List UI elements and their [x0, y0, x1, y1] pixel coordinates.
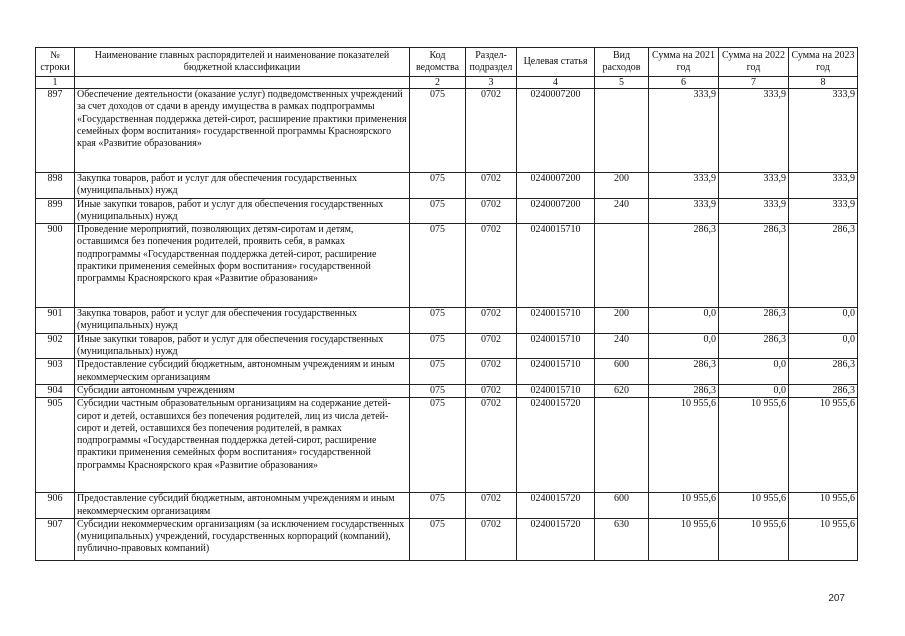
row-sum-2023: 286,3 — [789, 384, 858, 397]
row-number: 898 — [36, 173, 75, 199]
table-row — [36, 173, 858, 199]
row-sum-2023: 10 955,6 — [789, 518, 858, 560]
column-number: 6 — [649, 77, 719, 89]
row-dept-code: 075 — [410, 333, 466, 359]
row-name: Обеспечение деятельности (оказание услуг) подведомственных учреждений за счет доходов от сдачи в аренду имущества в рамках подпрограммы «Государственная поддержка детей-сирот, расширение практики применения семейных форм воспитания» государственной программы Красноярского края «Развитие образования» — [75, 89, 410, 173]
row-sum-2022: 10 955,6 — [719, 398, 789, 493]
header-row — [36, 48, 858, 77]
table-row — [36, 89, 858, 173]
row-sum-2021: 286,3 — [649, 384, 719, 397]
header-expense-type: Вид расходов — [595, 48, 649, 77]
row-sum-2022: 333,9 — [719, 198, 789, 224]
row-sum-2022: 286,3 — [719, 333, 789, 359]
row-dept-code: 075 — [410, 198, 466, 224]
header-sum-2021: Сумма на 2021 год — [649, 48, 719, 77]
row-sum-2023: 286,3 — [789, 359, 858, 385]
row-section: 0702 — [466, 224, 517, 308]
row-sum-2021: 286,3 — [649, 224, 719, 308]
row-sum-2022: 286,3 — [719, 224, 789, 308]
row-name: Закупка товаров, работ и услуг для обеспечения государственных (муниципальных) нужд — [75, 308, 410, 334]
row-sum-2023: 10 955,6 — [789, 493, 858, 519]
column-number: 8 — [789, 77, 858, 89]
row-number: 905 — [36, 398, 75, 493]
row-name: Субсидии некоммерческим организациям (за исключением государственных (муниципальных) учреждений, государственных корпораций (компаний), публично-правовых компаний) — [75, 518, 410, 560]
row-dept-code: 075 — [410, 173, 466, 199]
row-sum-2023: 10 955,6 — [789, 398, 858, 493]
column-number: 2 — [410, 77, 466, 89]
row-expense-type: 200 — [595, 308, 649, 334]
table-row — [36, 359, 858, 385]
row-target-article: 0240007200 — [517, 198, 595, 224]
table-body — [36, 89, 858, 561]
row-dept-code: 075 — [410, 224, 466, 308]
row-name: Закупка товаров, работ и услуг для обеспечения государственных (муниципальных) нужд — [75, 173, 410, 199]
header-target-article: Целевая статья — [517, 48, 595, 77]
row-expense-type — [595, 224, 649, 308]
row-section: 0702 — [466, 173, 517, 199]
row-number: 907 — [36, 518, 75, 560]
budget-table — [35, 47, 858, 561]
row-dept-code: 075 — [410, 308, 466, 334]
row-number: 903 — [36, 359, 75, 385]
row-section: 0702 — [466, 518, 517, 560]
row-sum-2021: 286,3 — [649, 359, 719, 385]
row-sum-2021: 0,0 — [649, 333, 719, 359]
row-target-article: 0240015710 — [517, 384, 595, 397]
row-expense-type — [595, 89, 649, 173]
row-sum-2023: 286,3 — [789, 224, 858, 308]
column-number-row — [36, 77, 858, 89]
row-sum-2021: 333,9 — [649, 173, 719, 199]
row-target-article: 0240007200 — [517, 173, 595, 199]
header-sum-2022: Сумма на 2022 год — [719, 48, 789, 77]
row-number: 906 — [36, 493, 75, 519]
row-target-article: 0240015710 — [517, 224, 595, 308]
row-expense-type — [595, 398, 649, 493]
row-section: 0702 — [466, 89, 517, 173]
header-section: Раздел-подраздел — [466, 48, 517, 77]
row-sum-2023: 333,9 — [789, 89, 858, 173]
row-number: 899 — [36, 198, 75, 224]
row-sum-2022: 10 955,6 — [719, 493, 789, 519]
row-dept-code: 075 — [410, 518, 466, 560]
row-target-article: 0240015710 — [517, 359, 595, 385]
row-sum-2021: 10 955,6 — [649, 493, 719, 519]
row-sum-2022: 333,9 — [719, 173, 789, 199]
row-sum-2021: 333,9 — [649, 89, 719, 173]
row-expense-type: 620 — [595, 384, 649, 397]
row-target-article: 0240015710 — [517, 308, 595, 334]
row-section: 0702 — [466, 384, 517, 397]
row-number: 902 — [36, 333, 75, 359]
table-row — [36, 384, 858, 397]
row-section: 0702 — [466, 493, 517, 519]
row-section: 0702 — [466, 398, 517, 493]
row-sum-2021: 10 955,6 — [649, 518, 719, 560]
row-number: 901 — [36, 308, 75, 334]
row-expense-type: 600 — [595, 493, 649, 519]
row-dept-code: 075 — [410, 493, 466, 519]
table-row — [36, 308, 858, 334]
row-sum-2022: 286,3 — [719, 308, 789, 334]
header-sum-2023: Сумма на 2023 год — [789, 48, 858, 77]
row-target-article: 0240015720 — [517, 493, 595, 519]
row-sum-2022: 10 955,6 — [719, 518, 789, 560]
row-number: 904 — [36, 384, 75, 397]
row-expense-type: 630 — [595, 518, 649, 560]
row-name: Предоставление субсидий бюджетным, автономным учреждениям и иным некоммерческим организациям — [75, 359, 410, 385]
header-row-number: № строки — [36, 48, 75, 77]
row-dept-code: 075 — [410, 89, 466, 173]
row-sum-2023: 0,0 — [789, 333, 858, 359]
column-number: 5 — [595, 77, 649, 89]
row-number: 897 — [36, 89, 75, 173]
row-sum-2021: 333,9 — [649, 198, 719, 224]
table-row — [36, 518, 858, 560]
header-name: Наименование главных распорядителей и наименование показателей бюджетной классификации — [75, 48, 410, 77]
row-name: Предоставление субсидий бюджетным, автономным учреждениям и иным некоммерческим организациям — [75, 493, 410, 519]
row-dept-code: 075 — [410, 359, 466, 385]
row-sum-2022: 333,9 — [719, 89, 789, 173]
row-sum-2022: 0,0 — [719, 384, 789, 397]
row-section: 0702 — [466, 359, 517, 385]
header-dept-code: Код ведомства — [410, 48, 466, 77]
table-row — [36, 198, 858, 224]
row-sum-2023: 0,0 — [789, 308, 858, 334]
table-row — [36, 398, 858, 493]
column-number: 4 — [517, 77, 595, 89]
row-name: Иные закупки товаров, работ и услуг для обеспечения государственных (муниципальных) нужд — [75, 333, 410, 359]
column-number: 7 — [719, 77, 789, 89]
table-row — [36, 493, 858, 519]
row-name: Иные закупки товаров, работ и услуг для обеспечения государственных (муниципальных) нужд — [75, 198, 410, 224]
row-name: Субсидии частным образовательным организациям на содержание детей-сирот и детей, оставшихся без попечения родителей, лиц из числа детей-сирот и детей, оставшихся без попечения родителей, в рамках подпрограммы «Государственная поддержка детей-сирот, расширение практики применения семейных форм воспитания» государственной программы Красноярского края «Развитие образования» — [75, 398, 410, 493]
row-target-article: 0240015720 — [517, 398, 595, 493]
column-number: 3 — [466, 77, 517, 89]
row-expense-type: 240 — [595, 333, 649, 359]
table-row — [36, 333, 858, 359]
row-expense-type: 200 — [595, 173, 649, 199]
row-dept-code: 075 — [410, 384, 466, 397]
row-dept-code: 075 — [410, 398, 466, 493]
row-section: 0702 — [466, 198, 517, 224]
row-sum-2022: 0,0 — [719, 359, 789, 385]
row-name: Субсидии автономным учреждениям — [75, 384, 410, 397]
row-sum-2023: 333,9 — [789, 198, 858, 224]
row-target-article: 0240015720 — [517, 518, 595, 560]
row-section: 0702 — [466, 333, 517, 359]
column-number: 1 — [36, 77, 75, 89]
row-sum-2021: 0,0 — [649, 308, 719, 334]
row-sum-2023: 333,9 — [789, 173, 858, 199]
row-name: Проведение мероприятий, позволяющих детям-сиротам и детям, оставшимся без попечения родителей, проявить себя, в рамках подпрограммы «Государственная поддержка детей-сирот, расширение практики применения семейных форм воспитания» государственной программы Красноярского края «Развитие образования» — [75, 224, 410, 308]
row-target-article: 0240007200 — [517, 89, 595, 173]
row-section: 0702 — [466, 308, 517, 334]
row-target-article: 0240015710 — [517, 333, 595, 359]
row-sum-2021: 10 955,6 — [649, 398, 719, 493]
table-row — [36, 224, 858, 308]
row-expense-type: 240 — [595, 198, 649, 224]
row-expense-type: 600 — [595, 359, 649, 385]
row-number: 900 — [36, 224, 75, 308]
page-number: 207 — [828, 593, 845, 604]
